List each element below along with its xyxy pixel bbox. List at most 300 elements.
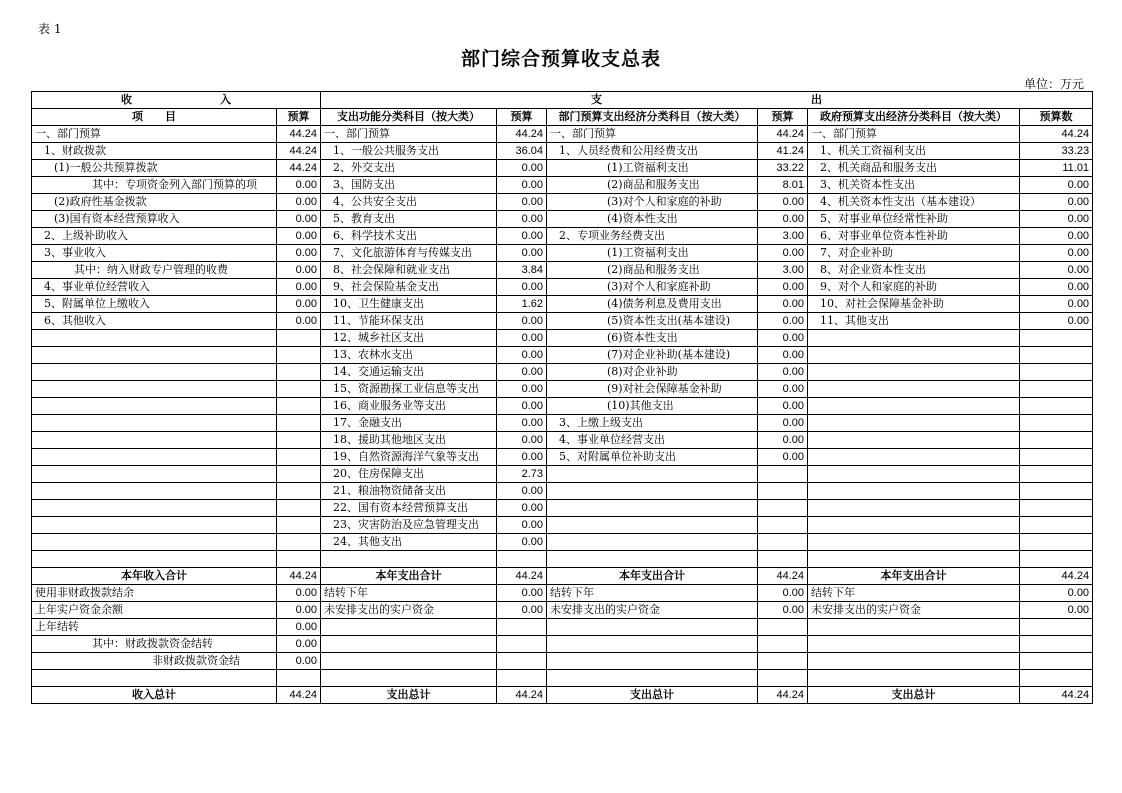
budget-value-cell: 0.00 [277,585,321,602]
item-label-cell: 5、对附属单位补助支出 [547,449,758,466]
col-header-dept-budget: 预算 [758,109,808,126]
item-label-cell: 1、财政拨款 [32,143,277,160]
budget-value-cell [277,449,321,466]
table-row [32,296,1093,313]
budget-value-cell [497,636,547,653]
income-section-header: 收 入 [32,92,321,109]
budget-value-cell: 44.24 [277,126,321,143]
budget-value-cell: 0.00 [277,296,321,313]
table-row [32,500,1093,517]
item-label-cell [808,636,1020,653]
budget-value-cell: 33.22 [758,160,808,177]
item-label-cell: 8、对企业资本性支出 [808,262,1020,279]
item-label-cell [547,551,758,568]
item-label-cell: 4、事业单位经营支出 [547,432,758,449]
table-row [32,687,1093,704]
budget-value-cell: 0.00 [277,279,321,296]
item-label-cell: 5、教育支出 [321,211,497,228]
item-label-cell: 1、人员经费和公用经费支出 [547,143,758,160]
item-label-cell: 其中：纳入财政专户管理的收费 [32,262,277,279]
table-row [32,636,1093,653]
item-label-cell: 一、部门预算 [321,126,497,143]
budget-value-cell: 0.00 [1020,262,1093,279]
item-label-cell [547,500,758,517]
item-label-cell [808,653,1020,670]
table-row [32,585,1093,602]
table-row [32,381,1093,398]
table-row [32,483,1093,500]
item-label-cell: 本年收入合计 [32,568,277,585]
table-row [32,313,1093,330]
budget-value-cell: 0.00 [758,381,808,398]
budget-value-cell: 44.24 [1020,126,1093,143]
table-row [32,619,1093,636]
budget-value-cell: 0.00 [497,211,547,228]
item-label-cell: 本年支出合计 [808,568,1020,585]
item-label-cell: 6、其他收入 [32,313,277,330]
item-label-cell [808,619,1020,636]
item-label-cell: 11、节能环保支出 [321,313,497,330]
budget-value-cell: 0.00 [497,177,547,194]
item-label-cell [32,364,277,381]
budget-value-cell: 0.00 [758,585,808,602]
budget-value-cell: 41.24 [758,143,808,160]
item-label-cell [808,347,1020,364]
budget-value-cell: 0.00 [758,279,808,296]
table-row [32,670,1093,687]
item-label-cell: 非财政拨款资金结 [32,653,277,670]
item-label-cell [321,619,497,636]
budget-value-cell [277,364,321,381]
item-label-cell: 本年支出合计 [547,568,758,585]
item-label-cell [321,653,497,670]
item-label-cell: (6)资本性支出 [547,330,758,347]
item-label-cell: 2、上级补助收入 [32,228,277,245]
budget-value-cell: 0.00 [1020,279,1093,296]
item-label-cell: (3)国有资本经营预算收入 [32,211,277,228]
budget-value-cell: 3.00 [758,228,808,245]
budget-value-cell [1020,619,1093,636]
col-header-item: 项 目 [32,109,277,126]
budget-value-cell: 44.24 [277,143,321,160]
item-label-cell [547,619,758,636]
item-label-cell: 2、机关商品和服务支出 [808,160,1020,177]
table-row [32,398,1093,415]
budget-value-cell [1020,364,1093,381]
budget-value-cell: 44.24 [758,126,808,143]
item-label-cell: (3)对个人和家庭补助 [547,279,758,296]
table-row [32,466,1093,483]
item-label-cell [32,398,277,415]
table-row [32,534,1093,551]
budget-value-cell [277,466,321,483]
table-row [32,262,1093,279]
budget-value-cell [1020,636,1093,653]
table-row [32,245,1093,262]
budget-value-cell [1020,517,1093,534]
item-label-cell: (2)商品和服务支出 [547,262,758,279]
budget-value-cell [277,517,321,534]
budget-value-cell [277,500,321,517]
budget-value-cell: 44.24 [277,160,321,177]
item-label-cell: 19、自然资源海洋气象等支出 [321,449,497,466]
table-row [32,432,1093,449]
column-header-row [32,109,1093,126]
item-label-cell: 结转下年 [547,585,758,602]
item-label-cell [32,551,277,568]
budget-value-cell: 0.00 [758,449,808,466]
budget-value-cell: 44.24 [497,126,547,143]
col-header-dept-econ: 部门预算支出经济分类科目（按大类） [547,109,758,126]
budget-value-cell: 44.24 [758,687,808,704]
budget-value-cell [758,653,808,670]
table-row [32,211,1093,228]
budget-value-cell [758,636,808,653]
expense-section-header: 支 出 [321,92,1093,109]
item-label-cell [32,415,277,432]
budget-value-cell: 2.73 [497,466,547,483]
item-label-cell [808,449,1020,466]
budget-value-cell [1020,415,1093,432]
item-label-cell [32,483,277,500]
table-row [32,364,1093,381]
budget-value-cell [1020,432,1093,449]
budget-value-cell: 0.00 [497,381,547,398]
item-label-cell: (10)其他支出 [547,398,758,415]
item-label-cell: 17、金融支出 [321,415,497,432]
item-label-cell: 未安排支出的实户资金 [547,602,758,619]
budget-value-cell: 0.00 [277,653,321,670]
budget-value-cell: 0.00 [758,347,808,364]
item-label-cell: 2、专项业务经费支出 [547,228,758,245]
budget-value-cell [277,551,321,568]
budget-value-cell: 0.00 [277,245,321,262]
table-row [32,194,1093,211]
item-label-cell: 8、社会保障和就业支出 [321,262,497,279]
budget-value-cell: 0.00 [497,347,547,364]
budget-value-cell: 44.24 [758,568,808,585]
budget-value-cell [1020,483,1093,500]
budget-value-cell [1020,534,1093,551]
item-label-cell [808,517,1020,534]
budget-value-cell: 0.00 [758,245,808,262]
budget-value-cell [758,483,808,500]
item-label-cell [321,551,497,568]
item-label-cell: 12、城乡社区支出 [321,330,497,347]
item-label-cell: 结转下年 [321,585,497,602]
item-label-cell [808,483,1020,500]
item-label-cell: 收入总计 [32,687,277,704]
budget-value-cell: 11.01 [1020,160,1093,177]
budget-value-cell: 0.00 [277,211,321,228]
item-label-cell: (2)政府性基金拨款 [32,194,277,211]
item-label-cell [32,347,277,364]
item-label-cell [321,636,497,653]
item-label-cell [808,398,1020,415]
budget-value-cell [758,551,808,568]
budget-value-cell: 0.00 [277,619,321,636]
budget-value-cell: 0.00 [758,194,808,211]
item-label-cell [808,415,1020,432]
item-label-cell: 13、农林水支出 [321,347,497,364]
item-label-cell: 9、对个人和家庭的补助 [808,279,1020,296]
budget-value-cell: 3.84 [497,262,547,279]
item-label-cell: 4、公共安全支出 [321,194,497,211]
budget-value-cell: 0.00 [758,602,808,619]
budget-value-cell: 0.00 [497,500,547,517]
budget-value-cell: 0.00 [277,636,321,653]
item-label-cell: 22、国有资本经营预算支出 [321,500,497,517]
col-header-budget: 预算 [277,109,321,126]
item-label-cell [808,330,1020,347]
item-label-cell: 上年实户资金余额 [32,602,277,619]
budget-value-cell [758,517,808,534]
budget-value-cell: 0.00 [277,313,321,330]
budget-value-cell: 0.00 [497,330,547,347]
item-label-cell: 18、援助其他地区支出 [321,432,497,449]
budget-value-cell: 0.00 [1020,245,1093,262]
table-label: 表 1 [38,22,62,36]
budget-value-cell: 44.24 [497,568,547,585]
budget-value-cell [1020,500,1093,517]
item-label-cell: 7、对企业补助 [808,245,1020,262]
budget-value-cell: 0.00 [758,211,808,228]
budget-value-cell: 0.00 [1020,211,1093,228]
budget-value-cell: 0.00 [277,194,321,211]
item-label-cell: 5、对事业单位经常性补助 [808,211,1020,228]
budget-value-cell [758,466,808,483]
item-label-cell [808,381,1020,398]
table-row [32,551,1093,568]
col-header-gov-econ: 政府预算支出经济分类科目（按大类） [808,109,1020,126]
budget-value-cell: 0.00 [497,534,547,551]
item-label-cell [547,534,758,551]
section-header-row [32,92,1093,109]
budget-value-cell: 0.00 [497,398,547,415]
item-label-cell: 23、灾害防治及应急管理支出 [321,517,497,534]
item-label-cell [32,534,277,551]
col-header-gov-budget: 预算数 [1020,109,1093,126]
item-label-cell [808,466,1020,483]
budget-value-cell [1020,330,1093,347]
budget-value-cell: 0.00 [1020,585,1093,602]
item-label-cell [32,432,277,449]
item-label-cell: 1、机关工资福利支出 [808,143,1020,160]
item-label-cell [808,500,1020,517]
budget-value-cell: 0.00 [497,483,547,500]
budget-value-cell: 0.00 [758,313,808,330]
item-label-cell [547,483,758,500]
budget-value-cell: 0.00 [497,415,547,432]
budget-value-cell: 33.23 [1020,143,1093,160]
item-label-cell: 使用非财政拨款结余 [32,585,277,602]
item-label-cell [547,653,758,670]
item-label-cell: 4、机关资本性支出（基本建设） [808,194,1020,211]
table-row [32,160,1093,177]
budget-value-cell: 0.00 [497,245,547,262]
budget-value-cell [1020,449,1093,466]
budget-value-cell [277,330,321,347]
table-row [32,228,1093,245]
budget-value-cell: 44.24 [1020,687,1093,704]
budget-value-cell: 44.24 [497,687,547,704]
budget-value-cell [497,619,547,636]
item-label-cell: 支出总计 [547,687,758,704]
budget-value-cell: 0.00 [497,160,547,177]
budget-value-cell [277,398,321,415]
budget-value-cell: 0.00 [497,313,547,330]
item-label-cell [32,670,277,687]
budget-value-cell: 0.00 [758,296,808,313]
item-label-cell: 4、事业单位经营收入 [32,279,277,296]
item-label-cell: (1)工资福利支出 [547,160,758,177]
item-label-cell: 未安排支出的实户资金 [808,602,1020,619]
budget-value-cell [1020,653,1093,670]
budget-value-cell [1020,347,1093,364]
budget-value-cell: 0.00 [1020,296,1093,313]
budget-value-cell: 0.00 [758,398,808,415]
item-label-cell: 一、部门预算 [808,126,1020,143]
budget-value-cell [758,534,808,551]
item-label-cell: 10、对社会保障基金补助 [808,296,1020,313]
table-row [32,126,1093,143]
budget-value-cell: 0.00 [1020,313,1093,330]
item-label-cell: 3、事业收入 [32,245,277,262]
item-label-cell: 其中：专项资金列入部门预算的项 [32,177,277,194]
budget-value-cell: 0.00 [1020,194,1093,211]
item-label-cell: (4)资本性支出 [547,211,758,228]
item-label-cell [808,670,1020,687]
item-label-cell: 7、文化旅游体育与传媒支出 [321,245,497,262]
budget-value-cell: 3.00 [758,262,808,279]
item-label-cell [547,670,758,687]
item-label-cell [32,330,277,347]
budget-value-cell: 8.01 [758,177,808,194]
page-title: 部门综合预算收支总表 [460,48,661,70]
budget-value-cell [277,670,321,687]
budget-value-cell [497,551,547,568]
item-label-cell: (3)对个人和家庭的补助 [547,194,758,211]
item-label-cell: 24、其他支出 [321,534,497,551]
table-row [32,330,1093,347]
item-label-cell: 9、社会保险基金支出 [321,279,497,296]
budget-value-cell [1020,670,1093,687]
budget-value-cell: 0.00 [497,602,547,619]
item-label-cell: 本年支出合计 [321,568,497,585]
budget-value-cell [277,432,321,449]
budget-value-cell: 0.00 [497,585,547,602]
budget-value-cell: 0.00 [758,415,808,432]
table-row [32,347,1093,364]
budget-value-cell [758,500,808,517]
budget-value-cell: 0.00 [277,262,321,279]
item-label-cell: 结转下年 [808,585,1020,602]
budget-value-cell [758,670,808,687]
item-label-cell [547,517,758,534]
budget-table [31,91,1093,704]
item-label-cell: 6、对事业单位资本性补助 [808,228,1020,245]
item-label-cell: 6、科学技术支出 [321,228,497,245]
item-label-cell: 未安排支出的实户资金 [321,602,497,619]
budget-value-cell [277,347,321,364]
budget-value-cell [1020,466,1093,483]
item-label-cell: 15、资源勘探工业信息等支出 [321,381,497,398]
item-label-cell [32,517,277,534]
budget-value-cell: 44.24 [1020,568,1093,585]
budget-value-cell [277,534,321,551]
item-label-cell: 上年结转 [32,619,277,636]
item-label-cell: 2、外交支出 [321,160,497,177]
budget-value-cell: 1.62 [497,296,547,313]
budget-value-cell: 0.00 [497,449,547,466]
item-label-cell [808,534,1020,551]
table-row [32,415,1093,432]
budget-value-cell: 44.24 [277,687,321,704]
item-label-cell: 其中：财政拨款资金结转 [32,636,277,653]
table-row [32,568,1093,585]
item-label-cell: 20、住房保障支出 [321,466,497,483]
budget-value-cell: 44.24 [277,568,321,585]
item-label-cell [32,381,277,398]
item-label-cell [321,670,497,687]
table-row [32,279,1093,296]
budget-value-cell [1020,551,1093,568]
table-row [32,653,1093,670]
col-header-func-class: 支出功能分类科目（按大类） [321,109,497,126]
unit-label: 单位：万元 [1023,77,1084,91]
budget-value-cell [1020,381,1093,398]
item-label-cell [808,364,1020,381]
budget-value-cell [277,415,321,432]
item-label-cell: 11、其他支出 [808,313,1020,330]
budget-value-cell: 0.00 [1020,177,1093,194]
budget-value-cell: 0.00 [497,279,547,296]
budget-value-cell: 0.00 [277,228,321,245]
budget-value-cell [497,670,547,687]
item-label-cell: 一、部门预算 [32,126,277,143]
item-label-cell [32,449,277,466]
item-label-cell: (7)对企业补助(基本建设) [547,347,758,364]
item-label-cell: 支出总计 [808,687,1020,704]
item-label-cell [547,466,758,483]
budget-value-cell: 0.00 [497,194,547,211]
budget-value-cell [277,381,321,398]
item-label-cell: 3、机关资本性支出 [808,177,1020,194]
budget-value-cell: 0.00 [758,432,808,449]
budget-value-cell: 0.00 [277,602,321,619]
budget-value-cell: 0.00 [497,517,547,534]
item-label-cell: 5、附属单位上缴收入 [32,296,277,313]
budget-value-cell [277,483,321,500]
budget-value-cell [497,653,547,670]
budget-value-cell [758,619,808,636]
item-label-cell [808,432,1020,449]
budget-value-cell [1020,398,1093,415]
budget-value-cell: 0.00 [758,330,808,347]
item-label-cell: 3、国防支出 [321,177,497,194]
item-label-cell: 支出总计 [321,687,497,704]
item-label-cell: 21、粮油物资储备支出 [321,483,497,500]
budget-value-cell: 0.00 [1020,602,1093,619]
item-label-cell [547,636,758,653]
item-label-cell: (1)工资福利支出 [547,245,758,262]
budget-value-cell: 0.00 [497,432,547,449]
budget-value-cell: 36.04 [497,143,547,160]
budget-value-cell: 0.00 [1020,228,1093,245]
item-label-cell: (8)对企业补助 [547,364,758,381]
item-label-cell: 14、交通运输支出 [321,364,497,381]
item-label-cell: (4)债务利息及费用支出 [547,296,758,313]
